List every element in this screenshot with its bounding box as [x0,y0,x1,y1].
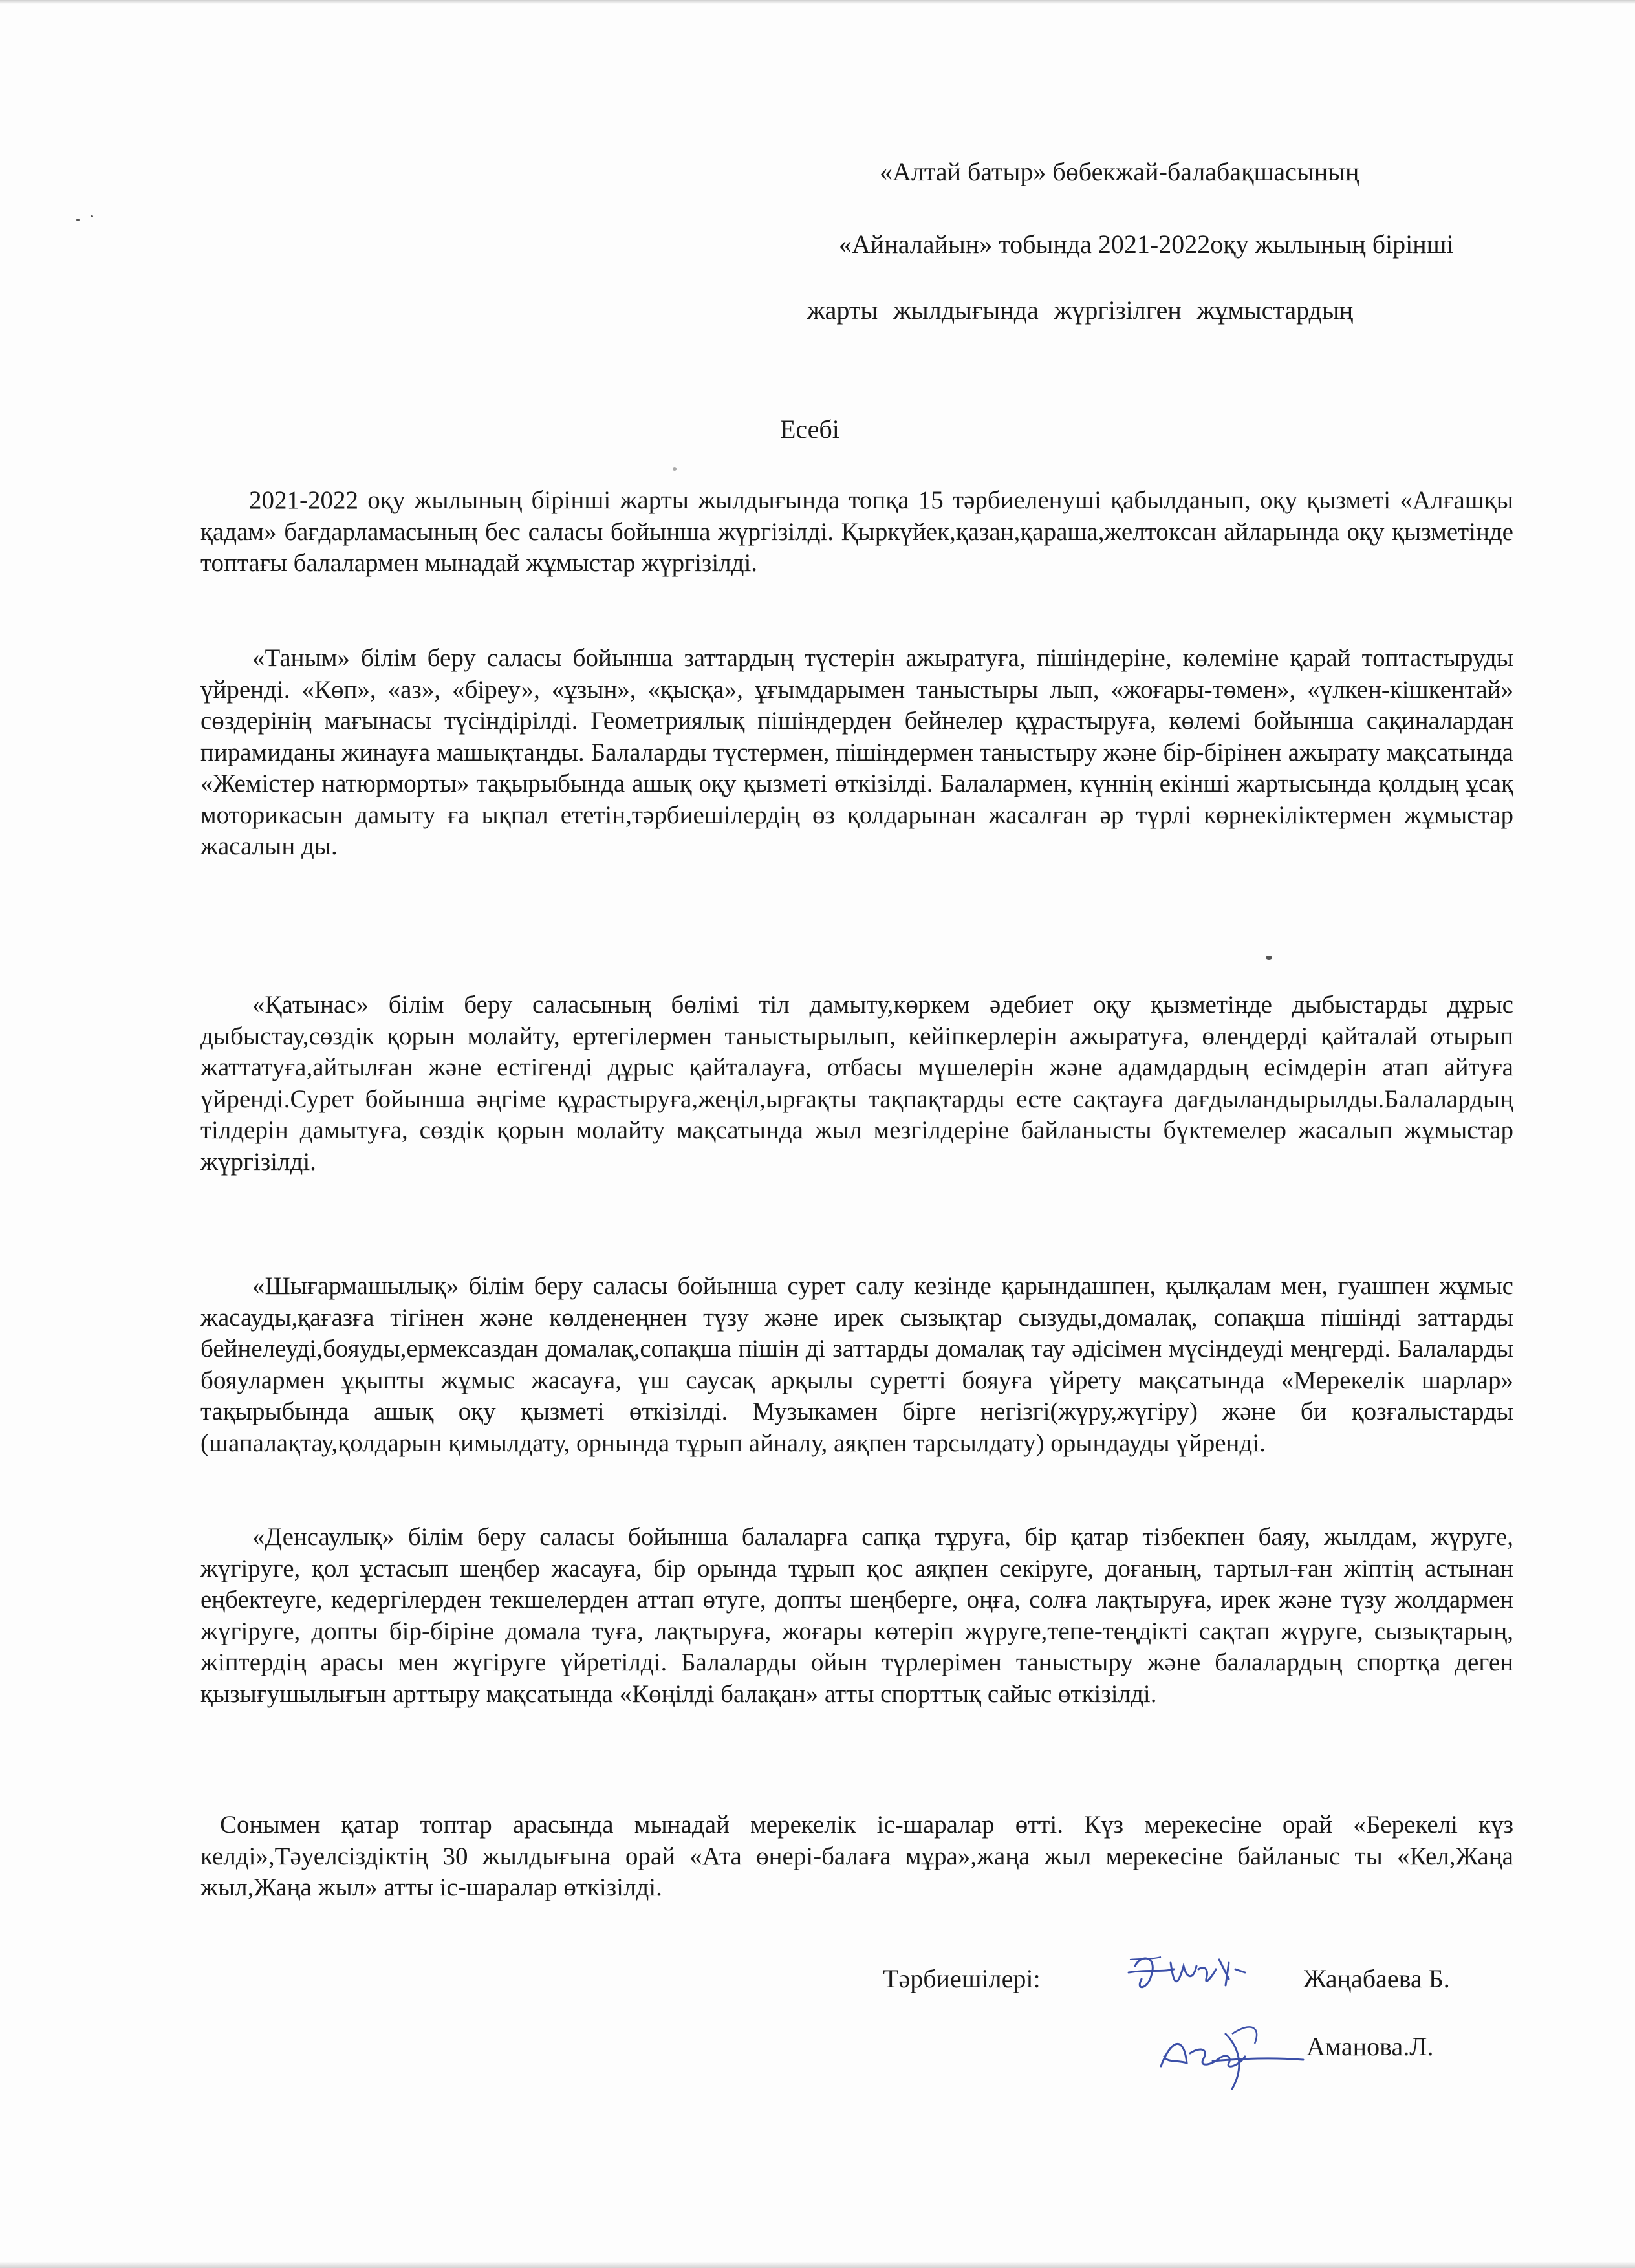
signer-name-2: Аманова.Л. [1306,2032,1434,2061]
scan-speck [1266,956,1272,960]
paragraph-shygarmashylyk: «Шығармашылық» білім беру саласы бойынша сурет салу кезінде қарындашпен, қылқалам мен, гуашпен жұмыс жасауды,қағазға тігінен және көлденеңнен түзу және ирек сызықтар сызуды,домалақ, сопақша пішінді заттарды бейнелеуді,бояуды,ермексаздан домалақ,сопақша пішін ді заттарды домалақ тау әдісімен мүсіндеуді меңгерді. Балаларды бояулармен ұқыпты жұмыс жасауға, үш саусақ арқылы суретті бояуға үйрету мақсатында «Мерекелік шарлар» тақырыбында ашық оқу қызметі өткізілді. Музыкамен бірге негізгі(жүру,жүгіру) және би қозғалыстарды (шапалақтау,қолдарын қимылдату, орнында тұрып айналу, аяқпен тарсылдату) орындауды үйренді. [200,1272,1513,1457]
paragraph-katynas: «Қатынас» білім беру саласының бөлімі тіл дамыту,көркем әдебиет оқу қызметінде дыбыстарды дұрыс дыбыстау,сөздік қорын молайту, ертегілермен таныстырылып, кейіпкерлерін ажыратуға, өлеңдерді қайталай отырып жаттатуға,айтылған және естігенді дұрыс қайталауға, отбасы мүшелерін және адамдардың есімдерін атап айтуға үйренді.Сурет бойынша әңгіме құрастыруға,жеңіл,ырғақты тақпақтарды есте сақтауға дағдыландырылды.Балалардың тілдерін дамытуға, сөздік қорын молайту мақсатында жыл мезгілдеріне байланысты бүктемелер жасалып жұмыстар жүргізілді. [200,991,1513,1176]
scan-edge-bottom [0,2262,1635,2268]
paragraph-intro: 2021-2022 оқу жылының бірінші жарты жылдығында топқа 15 тәрбиеленуші қабылданып, оқу қызметі «Алғашқы қадам» бағдарламасының бес саласы бойынша жүргізілді. Қыркүйек,қазан,қараша,желтоксан айларында оқу қызметінде топтағы балалармен мынадай жұмыстар жүргізілді. [200,486,1513,577]
signature-label: Тәрбиешілері: [883,1964,1041,1993]
header-line-3: жарты жылдығында жүргізілген жұмыстардың [807,296,1354,325]
paragraph-tanym: «Таным» білім беру саласы бойынша заттардың түстерін ажыратуға, пішіндеріне, көлеміне қарай топтастыруды үйренді. «Көп», «аз», «біреу», «ұзын», «қысқа», ұғымдарымен таныстыры лып, «жоғары-төмен», «үлкен-кішкентай» сөздерінің мағынасы түсіндірілді. Геометриялық пішіндерден бейнелер құрастыруға, көлемі бойынша сақиналардан пирамиданы жинауға машықтанды. Балаларды түстермен, пішіндермен таныстыру және бір-бірінен ажырату мақсатында «Жемістер натюрморты» тақырыбында ашық оқу қызметі өткізілді. Балалармен, күннің екінші жартысында қолдың ұсақ моторикасын дамыту ға ықпал ететін,тәрбиешілердің өз қолдарынан жасалған әр түрлі көрнекіліктермен жұмыстар жасалын ды. [200,644,1513,860]
signer-name-1: Жаңабаева Б. [1303,1964,1450,1993]
header-line-2: «Айналайын» тобында 2021-2022оқу жылының бірінші [839,230,1454,259]
scan-speck [76,219,80,221]
scan-speck [91,215,93,217]
paragraph-densaulyk: «Денсаулық» білім беру саласы бойынша балаларға сапқа тұруға, бір қатар тізбекпен баяу, жылдам, жүруге, жүгіруге, қол ұстасып шеңбер жасауға, бір орында тұрып қос аяқпен секіруге, доғаның, тартыл-ған жіптің астынан еңбектеуге, кедергілерден текшелерден аттап өтуге, допты шеңберге, оңға, солға лақтыруға, ирек және түзу жолдармен жүгіруге, допты бір-біріне домала туға, лақтыруға, жоғары көтеріп жүруге,тепе-теңдікті сақтап жүруге, сызықтарың, жіптердің арасы мен жүгіруге үйретілді. Балаларды ойын түрлерімен таныстыру және балалардың спортқа деген қызығушылығын арттыру мақсатында «Көңілді балақан» атты спорттық сайыс өткізілді. [200,1523,1513,1708]
document-title: Есебі [780,415,839,444]
scan-edge-top [0,0,1635,4]
handwritten-signature-2 [1148,2008,1310,2099]
header-line-1: «Алтай батыр» бөбекжай-балабақшасының [880,157,1359,186]
scan-speck [673,467,677,471]
paragraph-events: Сонымен қатар топтар арасында мынадай мерекелік іс-шаралар өтті. Күз мерекесіне орай «Берекелі күз келді»,Тәуелсіздіктің 30 жылдығына орай «Ата өнері-балаға мұра»,жаңа жыл мерекесіне байланыс ты «Кел,Жаңа жыл,Жаңа жыл» атты іс-шаралар өткізілді. [200,1811,1513,1901]
handwritten-signature-1 [1122,1940,1284,2011]
